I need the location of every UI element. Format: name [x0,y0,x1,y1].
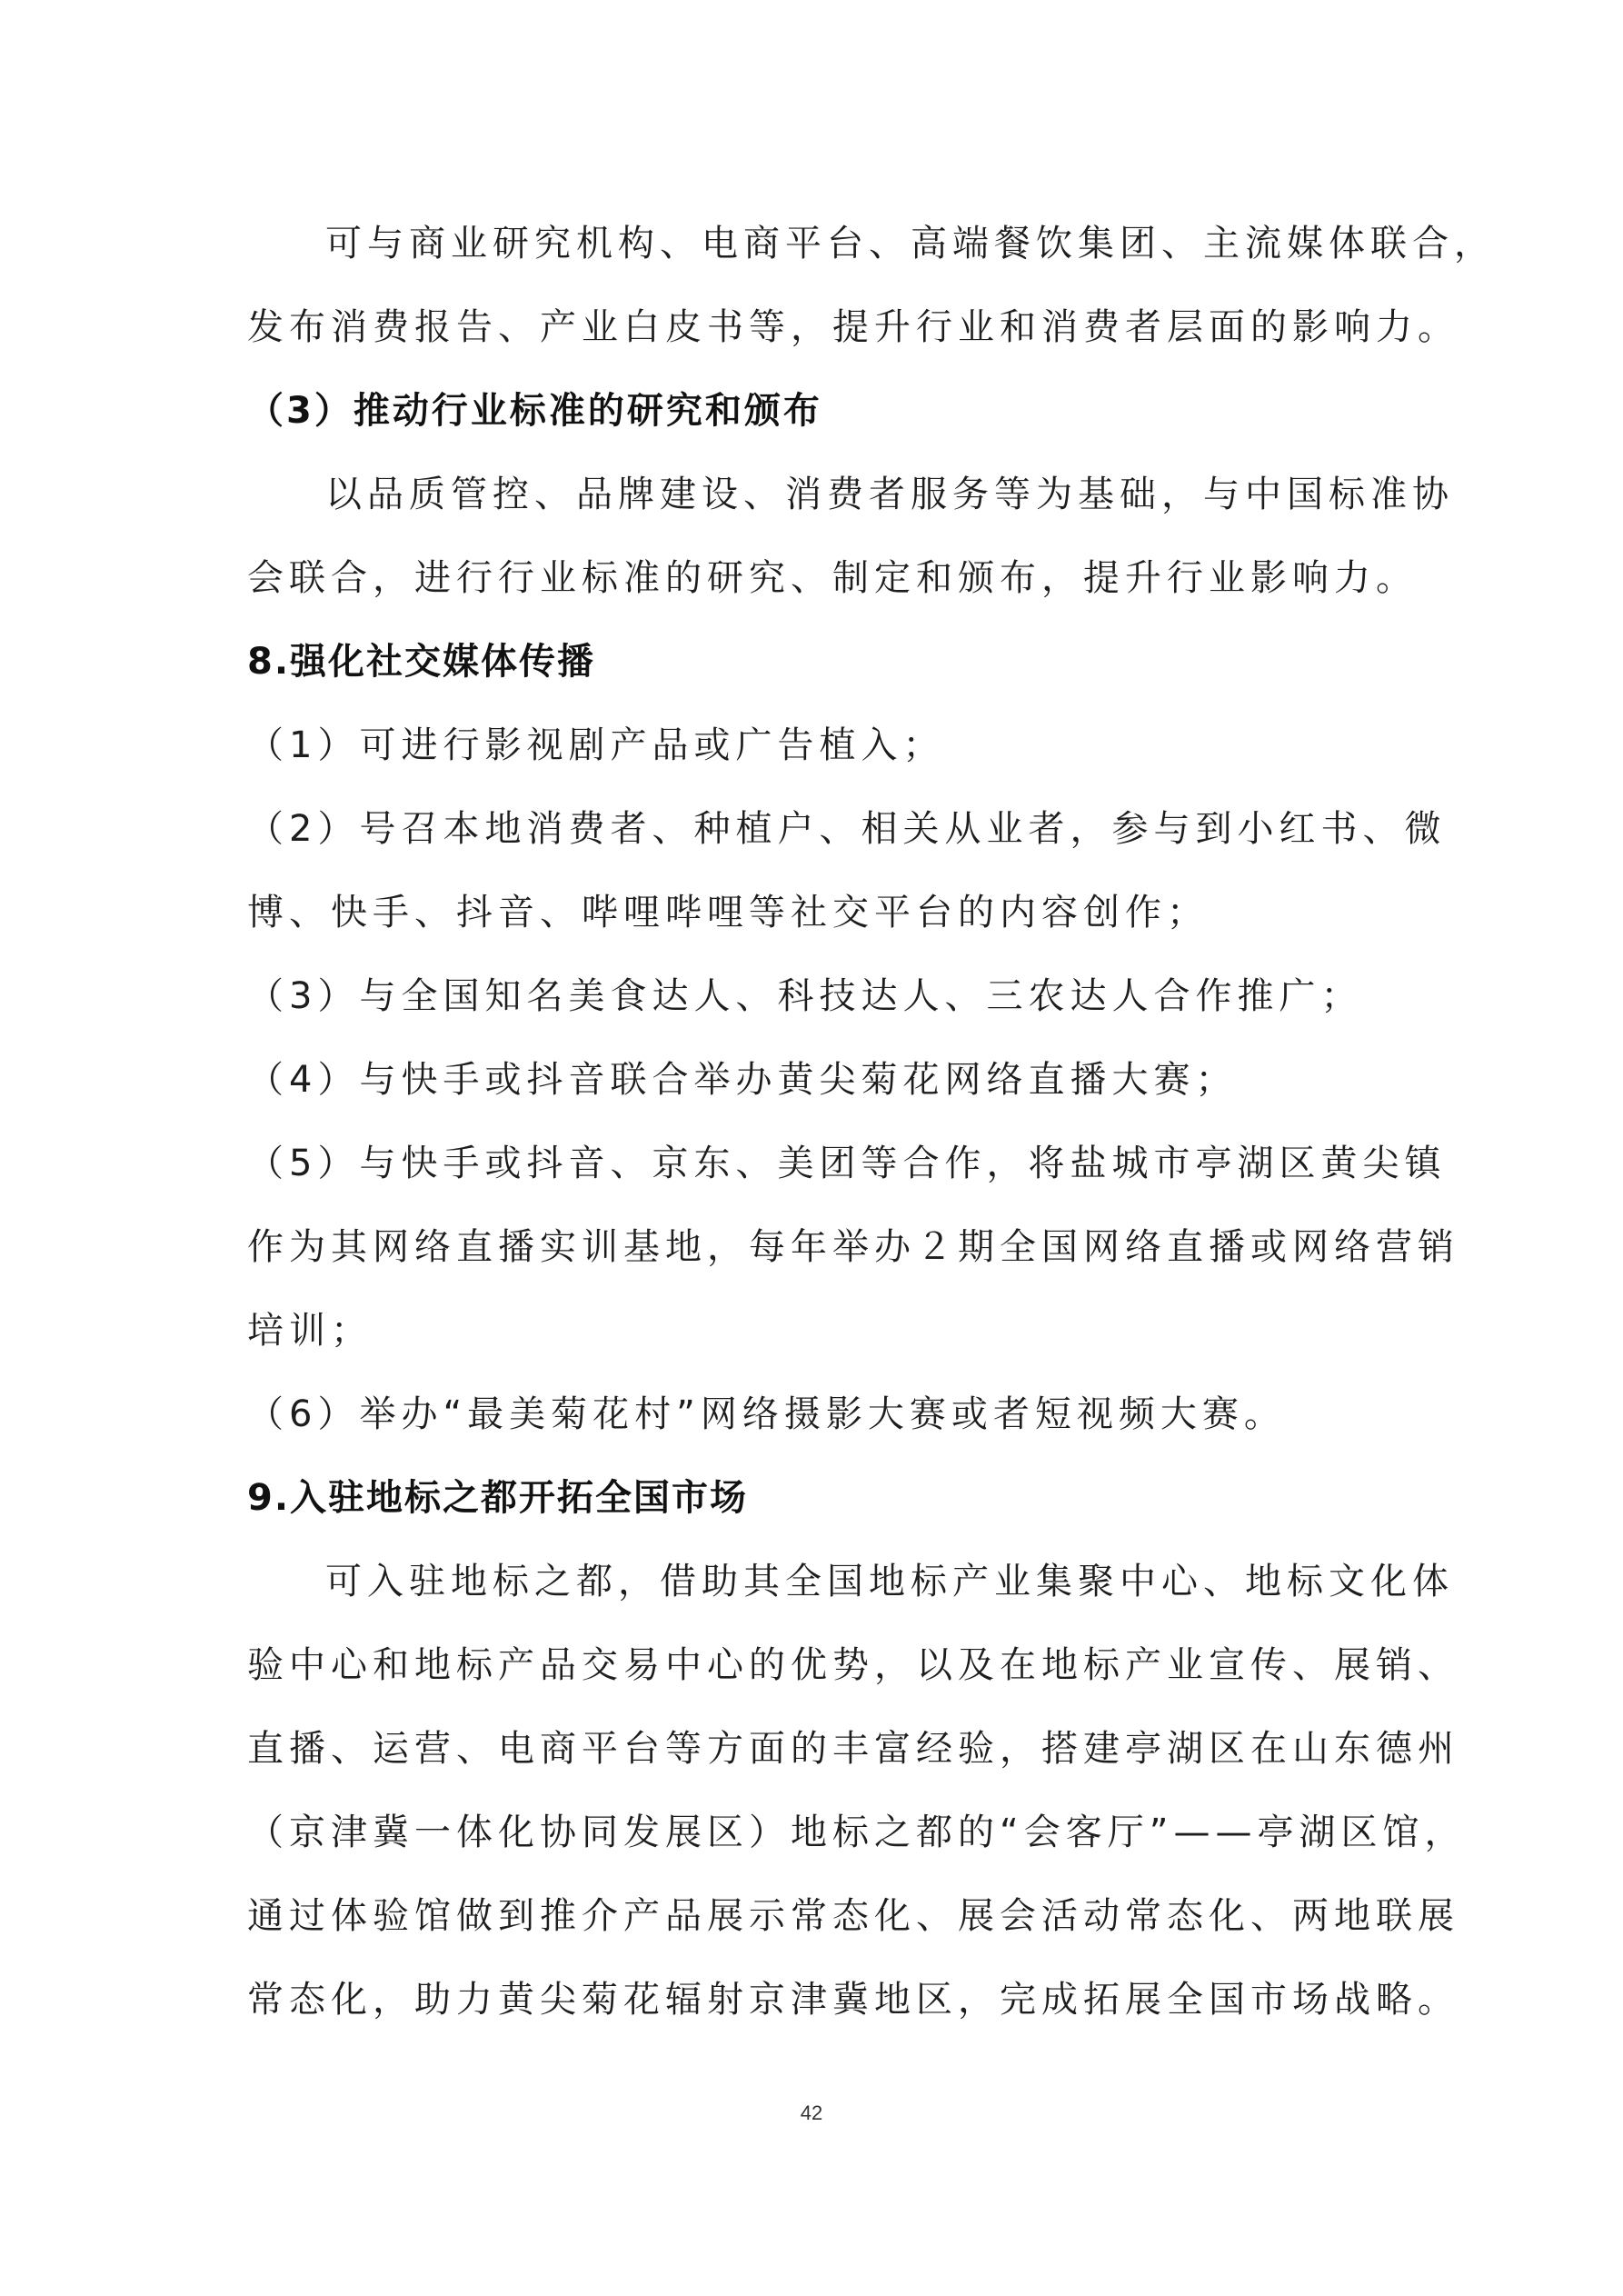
list-item: （6）举办“最美菊花村”网络摄影大赛或者短视频大赛。 [247,1393,1286,1435]
list-item: （4）与快手或抖音联合举办黄尖菊花网络直播大赛； [247,1059,1238,1101]
list-item: （3）与全国知名美食达人、科技达人、三农达人合作推广； [247,975,1363,1017]
section-heading: 8.强化社交媒体传播 [247,641,596,683]
paragraph-line: 发布消费报告、产业白皮书等，提升行业和消费者层面的影响力。 [247,306,1459,348]
paragraph-line: 可与商业研究机构、电商平台、高端餐饮集团、主流媒体联合， [325,223,1496,265]
paragraph-line: 以品质管控、品牌建设、消费者服务等为基础，与中国标准协 [325,474,1454,515]
list-item: （2）号召本地消费者、种植户、相关从业者，参与到小红书、微 [247,808,1447,850]
section-heading: 9.入驻地标之都开拓全国市场 [247,1477,749,1519]
paragraph-line: 通过体验馆做到推介产品展示常态化、展会活动常态化、两地联展 [247,1895,1459,1937]
paragraph-line: 可入驻地标之都，借助其全国地标产业集聚中心、地标文化体 [325,1561,1454,1602]
list-item-continuation: 作为其网络直播实训基地，每年举办２期全国网络直播或网络营销 [247,1226,1459,1268]
list-item: （1）可进行影视剧产品或广告植入； [247,724,945,766]
paragraph-line: 常态化，助力黄尖菊花辐射京津冀地区，完成拓展全国市场战略。 [247,1979,1459,2021]
subsection-heading: （3）推动行业标准的研究和颁布 [247,390,822,432]
paragraph-line: 验中心和地标产品交易中心的优势，以及在地标产业宣传、展销、 [247,1644,1459,1686]
list-item-continuation: 博、快手、抖音、哔哩哔哩等社交平台的内容创作； [247,892,1209,933]
page-number: 42 [800,2101,823,2124]
list-item: （5）与快手或抖音、京东、美团等合作，将盐城市亭湖区黄尖镇 [247,1143,1447,1184]
paragraph-line: 直播、运营、电商平台等方面的丰富经验，搭建亭湖区在山东德州 [247,1728,1459,1770]
list-item-continuation: 培训； [247,1310,373,1352]
paragraph-line: 会联合，进行行业标准的研究、制定和颁布，提升行业影响力。 [247,557,1418,599]
paragraph-line: （京津冀一体化协同发展区）地标之都的“会客厅”——亭湖区馆， [247,1812,1467,1853]
